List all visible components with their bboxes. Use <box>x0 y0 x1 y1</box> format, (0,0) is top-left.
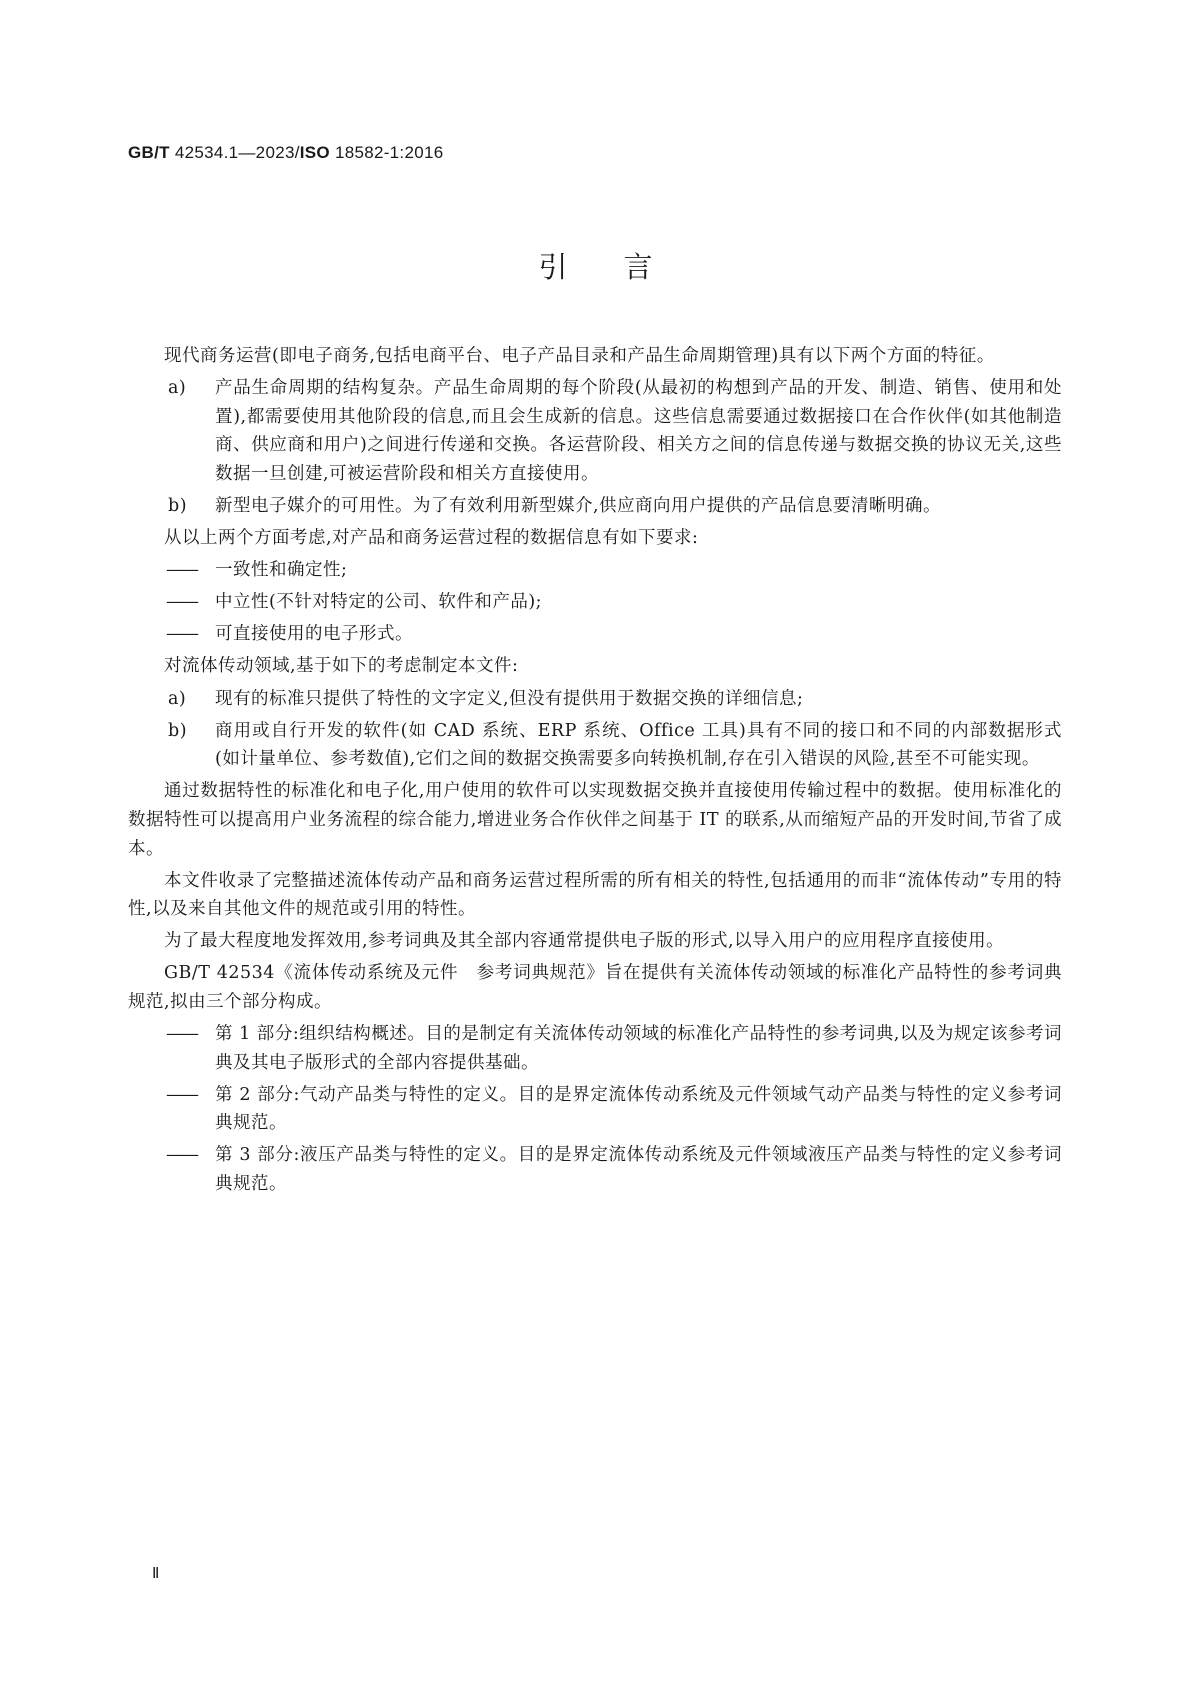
dash-item-text: 可直接使用的电子形式。 <box>215 624 413 645</box>
list-item-a2 <box>128 685 1062 714</box>
header-gb: GB/T <box>128 143 170 162</box>
dash-marker: —— <box>166 1024 197 1045</box>
paragraph-series: GB/T 42534《流体传动系统及元件 参考词典规范》旨在提供有关流体传动领域的标准化产品特性的参考词典规范,拟由三个部分构成。 <box>128 963 1062 1012</box>
list-marker: a) <box>168 688 187 709</box>
paragraph-requirements: 从以上两个方面考虑,对产品和商务运营过程的数据信息有如下要求: <box>164 528 699 549</box>
dash-item-part3 <box>128 1141 1062 1198</box>
dash-item-part2 <box>128 1081 1062 1138</box>
list-marker: b) <box>168 495 188 516</box>
dash-item-text: 第 2 部分:气动产品类与特性的定义。目的是界定流体传动系统及元件领域气动产品类与特性的定义参考词典规范。 <box>215 1084 1062 1134</box>
paragraph-intro: 现代商务运营(即电子商务,包括电商平台、电子产品目录和产品生命周期管理)具有以下两个方面的特征。 <box>164 346 995 366</box>
dash-item-electronic <box>128 620 1062 649</box>
dash-item-text: 一致性和确定性; <box>215 560 348 581</box>
dash-item-text: 中立性(不针对特定的公司、软件和产品); <box>215 592 543 613</box>
list-item-b1 <box>128 492 1062 521</box>
dash-marker: —— <box>166 1084 197 1105</box>
dash-marker: —— <box>166 624 197 645</box>
list-item-a1 <box>128 374 1062 488</box>
list-item-text: 现有的标准只提供了特性的文字定义,但没有提供用于数据交换的详细信息; <box>215 688 804 709</box>
list-marker: b) <box>168 720 188 741</box>
dash-item-text: 第 3 部分:液压产品类与特性的定义。目的是界定流体传动系统及元件领域液压产品类与特性的定义参考词典规范。 <box>215 1145 1062 1195</box>
header-std-number: 42534.1—2023/ <box>169 143 300 162</box>
page-number: Ⅱ <box>152 1566 160 1582</box>
dash-item-text: 第 1 部分:组织结构概述。目的是制定有关流体传动领域的标准化产品特性的参考词典,以及为规定该参考词典及其电子版形式的全部内容提供基础。 <box>215 1024 1062 1073</box>
paragraph-scope: 本文件收录了完整描述流体传动产品和商务运营过程所需的所有相关的特性,包括通用的而非“流体传动”专用的特性,以及来自其他文件的规范或引用的特性。 <box>128 870 1062 920</box>
dash-item-consistency <box>128 556 1062 585</box>
dash-marker: —— <box>166 1145 197 1166</box>
document-header <box>128 143 443 163</box>
dash-marker: —— <box>166 560 197 581</box>
dash-item-neutrality <box>128 588 1062 617</box>
paragraph-electronic: 为了最大程度地发挥效用,参考词典及其全部内容通常提供电子版的形式,以导入用户的应用程序直接使用。 <box>164 931 1005 952</box>
document-body <box>128 342 1062 1202</box>
paragraph-considerations: 对流体传动领域,基于如下的考虑制定本文件: <box>164 656 519 677</box>
list-item-b2 <box>128 717 1062 774</box>
header-iso-number: 18582-1:2016 <box>329 143 444 162</box>
paragraph-standardization: 通过数据特性的标准化和电子化,用户使用的软件可以实现数据交换并直接使用传输过程中的数据。使用标准化的数据特性可以提高用户业务流程的综合能力,增进业务合作伙伴之间基于 IT 的联系,从而缩短产品的开发时间,节省了成本。 <box>128 781 1062 859</box>
dash-item-part1 <box>128 1020 1062 1077</box>
list-item-text: 新型电子媒介的可用性。为了有效利用新型媒介,供应商向用户提供的产品信息要清晰明确。 <box>215 495 942 516</box>
header-iso: ISO <box>299 143 330 162</box>
list-marker: a) <box>168 378 187 399</box>
list-item-text: 商用或自行开发的软件(如 CAD 系统、ERP 系统、Office 工具)具有不同的接口和不同的内部数据形式(如计量单位、参考数值),它们之间的数据交换需要多向转换机制,存在引入错误的风险,甚至不可能实现。 <box>215 720 1062 770</box>
dash-marker: —— <box>166 592 197 613</box>
page-title: 引言 <box>538 250 709 284</box>
list-item-text: 产品生命周期的结构复杂。产品生命周期的每个阶段(从最初的构想到产品的开发、制造、销售、使用和处置),都需要使用其他阶段的信息,而且会生成新的信息。这些信息需要通过数据接口在合作伙伴(如其他制造商、供应商和用户)之间进行传递和交换。各运营阶段、相关方之间的信息传递与数据交换的协议无关,这些数据一旦创建,可被运营阶段和相关方直接使用。 <box>215 378 1062 484</box>
